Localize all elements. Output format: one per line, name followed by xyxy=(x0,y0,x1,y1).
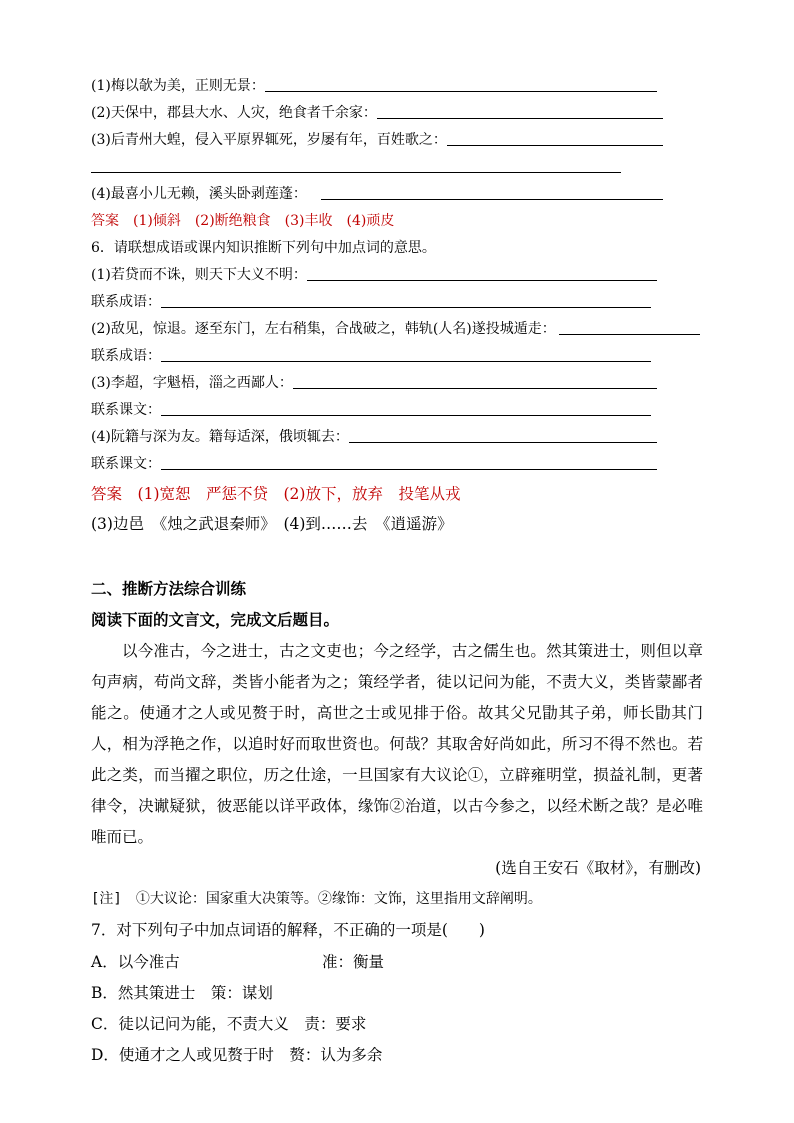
answer-text: (1)宽恕 严惩不贷 (2)放下，放弃 投笔从戎 xyxy=(137,485,461,503)
q7-option-d[interactable]: D．使通才之人或见赘于时 赘：认为多余 xyxy=(91,1046,383,1064)
option-a-text: A．以今准古 xyxy=(91,953,180,971)
q5-item-3: (3)后青州大蝗，侵入平原界辄死，岁屡有年，百姓歌之： xyxy=(91,132,447,148)
q6-item-1-link: 联系成语： xyxy=(91,294,161,310)
answer-blank[interactable] xyxy=(161,469,657,470)
q6-answer-continued: (3)边邑 《烛之武退秦师》 (4)到……去 《逍遥游》 xyxy=(91,515,453,533)
q6-item-1: (1)若贷而不诛，则天下大义不明： xyxy=(91,267,307,283)
answer-blank[interactable] xyxy=(161,415,651,416)
q5-item-4: (4)最喜小儿无赖，溪头卧剥莲蓬： xyxy=(91,186,307,202)
answer-blank[interactable] xyxy=(377,118,663,119)
answer-text: (1)倾斜 (2)断绝粮食 (3)丰收 (4)顽皮 xyxy=(133,213,395,229)
q6-item-4-link: 联系课文： xyxy=(91,456,161,472)
answer-blank[interactable] xyxy=(307,280,657,281)
q6-item-3: (3)李超，字魁梧，淄之西鄙人： xyxy=(91,375,293,391)
answer-blank[interactable] xyxy=(447,145,663,146)
q5-answer xyxy=(91,212,394,230)
answer-blank[interactable] xyxy=(321,199,663,200)
q6-item-4: (4)阮籍与深为友。籍每适深，俄顷辄去： xyxy=(91,429,349,445)
q7-option-a[interactable] xyxy=(91,953,180,971)
answer-blank[interactable] xyxy=(293,388,657,389)
section-heading: 二、推断方法综合训练 xyxy=(91,579,247,598)
annotation xyxy=(91,890,542,908)
answer-label: 答案 xyxy=(91,485,123,503)
passage-text: 以今准古，今之进士，古之文吏也；今之经学，古之儒生也。然其策进士，则但以章句声病，苟尚文辞，类皆小能者为之；策经学者，徒以记问为能，不责大义，类皆蒙鄙者能之。使通才之人或见赘于时，高世之士或见排于俗。故其父兄勖其子弟，师长勖其门人，相为浮艳之作，以追时好而取世资也。何哉？其取舍好尚如此，所习不得不然也。若此之类，而当擢之职位，历之仕途，一旦国家有大议论①，立辟雍明堂，损益礼制，更著律令，决谳疑狱，彼恶能以详平政体，缘饰②治道，以古今参之，以经术断之哉？是必唯唯而已。 xyxy=(91,642,703,846)
q6-answer xyxy=(91,485,460,503)
answer-blank[interactable] xyxy=(91,172,621,173)
q7-option-b[interactable]: B．然其策进士 策：谋划 xyxy=(91,984,273,1002)
q6-item-2-link: 联系成语： xyxy=(91,348,161,364)
answer-blank[interactable] xyxy=(265,91,657,92)
answer-blank[interactable] xyxy=(161,307,651,308)
answer-blank[interactable] xyxy=(559,334,700,335)
note-label: [注] xyxy=(91,891,122,907)
q7-option-a-gloss: 准：衡量 xyxy=(322,953,385,971)
q7-option-c[interactable]: C．徒以记问为能，不责大义 责：要求 xyxy=(91,1015,367,1033)
q6-title: 6．请联想成语或课内知识推断下列句中加点词的意思。 xyxy=(91,240,436,256)
answer-blank[interactable] xyxy=(161,361,651,362)
note-text: ①大议论：国家重大决策等。②缘饰：文饰，这里指用文辞阐明。 xyxy=(135,891,542,907)
reading-instruction: 阅读下面的文言文，完成文后题目。 xyxy=(91,610,340,629)
q5-item-1: (1)梅以欹为美，正则无景： xyxy=(91,78,265,94)
answer-label: 答案 xyxy=(91,213,119,229)
q7-title: 7．对下列句子中加点词语的解释，不正确的一项是( ) xyxy=(91,921,485,939)
passage-source: (选自王安石《取材》，有删改) xyxy=(495,859,701,877)
q5-item-2: (2)天保中，郡县大水、人灾，绝食者千余家： xyxy=(91,105,377,121)
answer-blank[interactable] xyxy=(349,442,657,443)
q6-item-3-link: 联系课文： xyxy=(91,402,161,418)
q6-item-2: (2)敌见，惊退。逐至东门，左右稍集，合战破之，韩轨(人名)遂投城遁走： xyxy=(91,321,556,337)
classical-passage xyxy=(91,636,703,853)
